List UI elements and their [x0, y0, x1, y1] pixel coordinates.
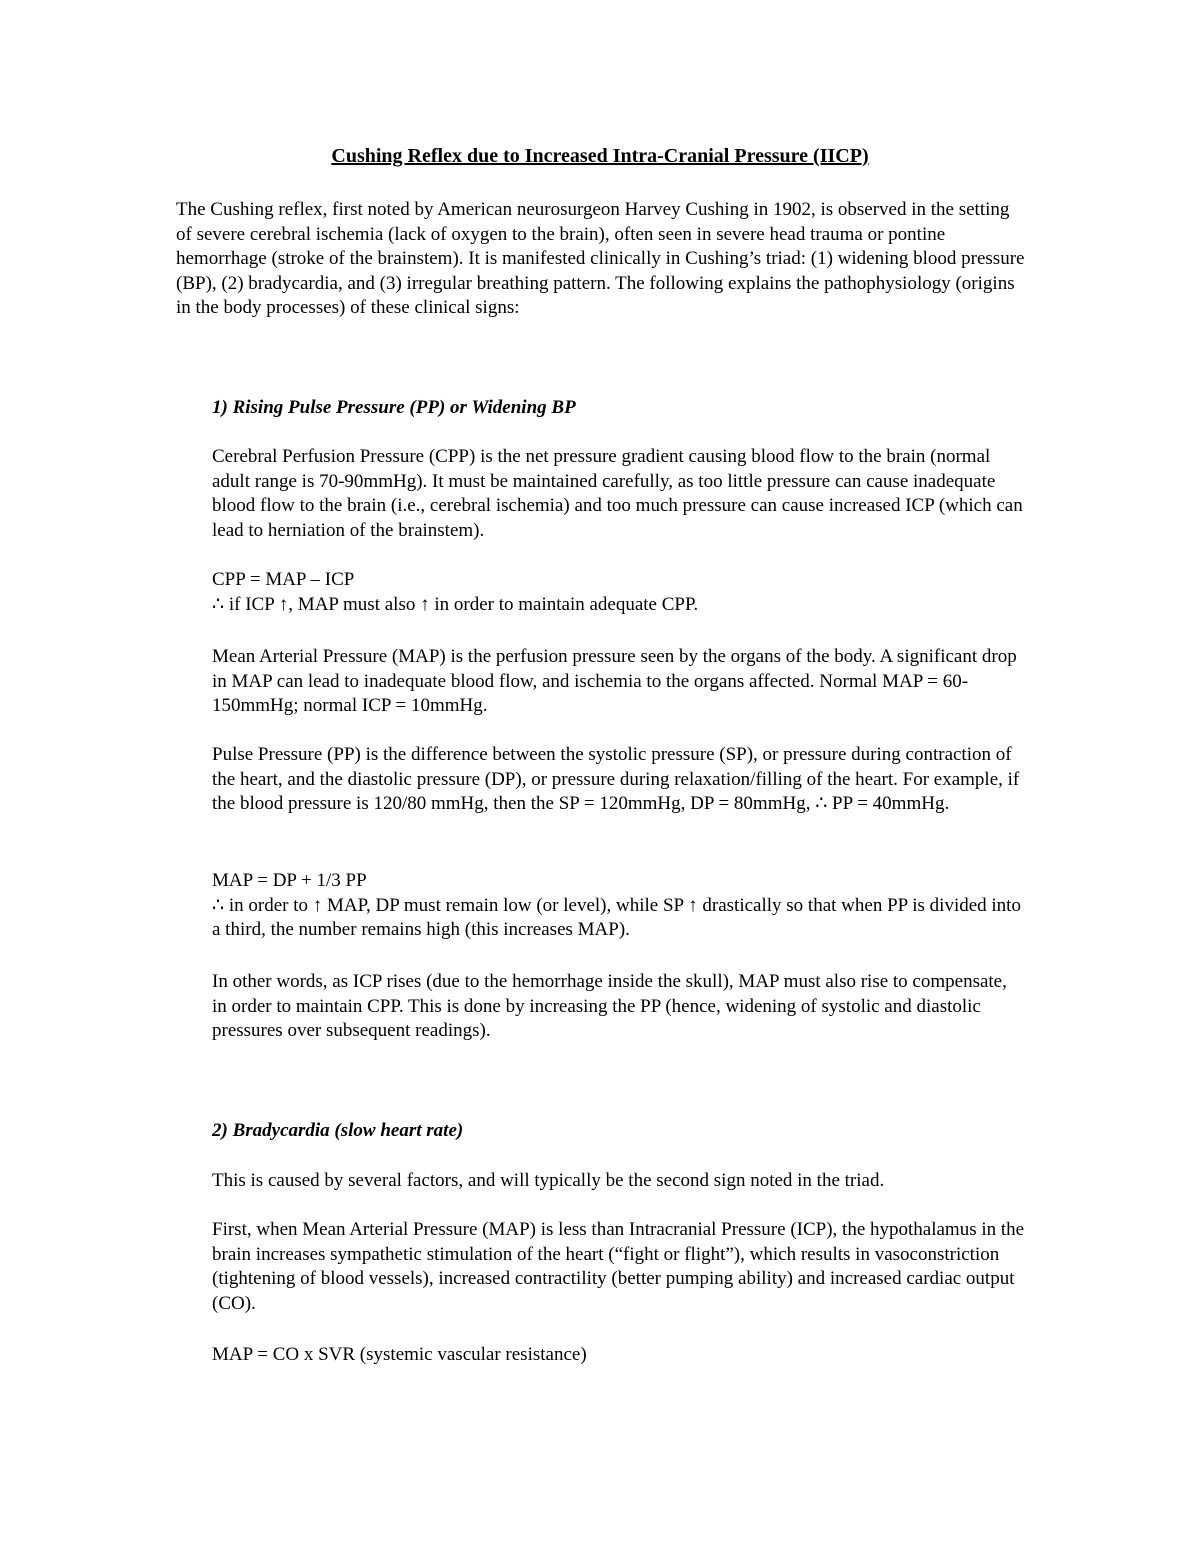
document-title: Cushing Reflex due to Increased Intra-Cranial Pressure (IICP): [331, 145, 869, 167]
cpp-paragraph: Cerebral Perfusion Pressure (CPP) is the net pressure gradient causing blood flow to the brain (normal adult range is 70-90mmHg). It must be maintained carefully, as too little pressure can cause inadequate blood flow to the brain (i.e., cerebral ischemia) and too much pressure can cause increased ICP (which can lead to herniation of the brainstem).: [212, 446, 1023, 541]
formula-map: [212, 869, 1026, 943]
pulse-pressure-paragraph: Pulse Pressure (PP) is the difference between the systolic pressure (SP), or pressure during contraction of the heart, and the diastolic pressure (DP), or pressure during relaxation/filling of the heart. For example, if the blood pressure is 120/80 mmHg, then the SP = 120mmHg, DP = 80mmHg, ∴ PP = 40mmHg.: [212, 744, 1020, 814]
map-paragraph: Mean Arterial Pressure (MAP) is the perfusion pressure seen by the organs of the body. A significant drop in MAP can lead to inadequate blood flow, and ischemia to the organs affected. Normal MAP = 60-150mmHg; normal ICP = 10mmHg.: [212, 646, 1017, 716]
bradycardia-intro-paragraph: This is caused by several factors, and will typically be the second sign noted in the triad.: [212, 1170, 885, 1191]
bradycardia-first-paragraph: First, when Mean Arterial Pressure (MAP) is less than Intracranial Pressure (ICP), the hypothalamus in the brain increases sympathetic stimulation of the heart (“fight or flight”), which results in vasoconstriction (tightening of blood vessels), increased contractility (better pumping ability) and increased cardiac output (CO).: [212, 1219, 1025, 1314]
summary-paragraph: In other words, as ICP rises (due to the hemorrhage inside the skull), MAP must also rise to compensate, in order to maintain CPP. This is done by increasing the PP (hence, widening of systolic and diastolic pressures over subsequent readings).: [212, 971, 1007, 1041]
formula-map-equation: MAP = DP + 1/3 PP: [212, 870, 367, 891]
section-2-heading: 2) Bradycardia (slow heart rate): [212, 1120, 464, 1141]
formula-cpp-implication: ∴ if ICP ↑, MAP must also ↑ in order to maintain adequate CPP.: [212, 593, 699, 615]
intro-paragraph: The Cushing reflex, first noted by American neurosurgeon Harvey Cushing in 1902, is observed in the setting of severe cerebral ischemia (lack of oxygen to the brain), often seen in severe head trauma or pontine hemorrhage (stroke of the brainstem). It is manifested clinically in Cushing’s triad: (1) widening blood pressure (BP), (2) bradycardia, and (3) irregular breathing pattern. The following explains the pathophysiology (origins in the body processes) of these clinical signs:: [176, 199, 1025, 318]
formula-map-co-svr: MAP = CO x SVR (systemic vascular resistance): [212, 1344, 587, 1365]
formula-cpp-equation: CPP = MAP – ICP: [212, 569, 355, 590]
section-1-heading: 1) Rising Pulse Pressure (PP) or Widening BP: [212, 397, 576, 418]
formula-map-implication: ∴ in order to ↑ MAP, DP must remain low (or level), while SP ↑ drastically so that when PP is divided into a third, the number remains high (this increases MAP).: [212, 894, 1021, 940]
formula-cpp: [212, 568, 1026, 617]
